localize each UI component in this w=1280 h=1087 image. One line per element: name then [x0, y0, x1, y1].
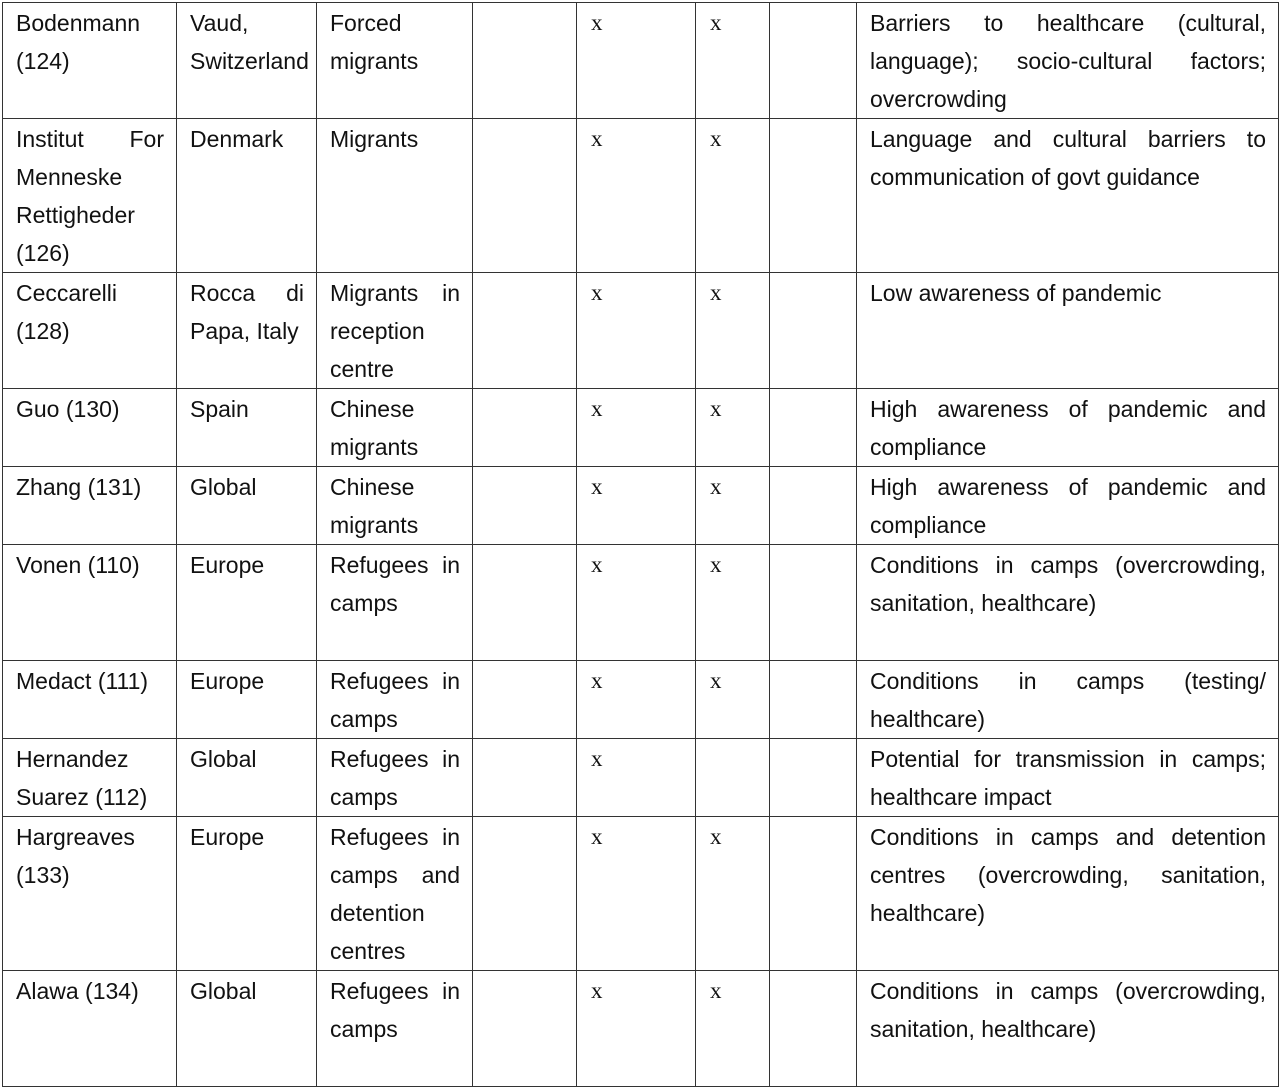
study-cell: Guo (130): [3, 389, 177, 467]
mark-a-cell: x: [577, 817, 696, 971]
location-cell: Europe: [177, 817, 317, 971]
findings-cell: Conditions in camps (overcrowding, sanitation, healthcare): [857, 971, 1279, 1087]
mark-a-cell: x: [577, 3, 696, 119]
study-cell: Vonen (110): [3, 545, 177, 661]
location-cell: Spain: [177, 389, 317, 467]
findings-cell: Conditions in camps (overcrowding, sanitation, healthcare): [857, 545, 1279, 661]
study-cell: Hernandez Suarez (112): [3, 739, 177, 817]
population-cell: Migrants in reception centre: [317, 273, 473, 389]
table-row: [3, 661, 1279, 739]
empty-cell: [473, 545, 577, 661]
study-cell: Medact (111): [3, 661, 177, 739]
mark-a-cell: x: [577, 739, 696, 817]
empty-cell: [473, 3, 577, 119]
findings-cell: High awareness of pandemic and compliance: [857, 467, 1279, 545]
findings-cell: Low awareness of pandemic: [857, 273, 1279, 389]
location-cell: Global: [177, 467, 317, 545]
mark-a-cell: x: [577, 119, 696, 273]
mark-b-cell: x: [696, 467, 770, 545]
mark-b-cell: x: [696, 119, 770, 273]
mark-b-cell: x: [696, 817, 770, 971]
mark-a-cell: x: [577, 661, 696, 739]
table-row: [3, 545, 1279, 661]
mark-b-cell: x: [696, 3, 770, 119]
findings-cell: Barriers to healthcare (cultural, language); socio-cultural factors; overcrowding: [857, 3, 1279, 119]
table-row: [3, 3, 1279, 119]
empty-cell: [473, 971, 577, 1087]
findings-cell: Potential for transmission in camps; healthcare impact: [857, 739, 1279, 817]
mark-b-cell: x: [696, 545, 770, 661]
table-body: [3, 3, 1279, 1087]
mark-a-cell: x: [577, 273, 696, 389]
population-cell: Forced migrants: [317, 3, 473, 119]
location-cell: Global: [177, 739, 317, 817]
table-row: [3, 119, 1279, 273]
table-row: [3, 739, 1279, 817]
empty-cell: [770, 739, 857, 817]
study-cell: Bodenmann (124): [3, 3, 177, 119]
empty-cell: [473, 661, 577, 739]
population-cell: Refugees in camps and detention centres: [317, 817, 473, 971]
mark-b-cell: x: [696, 273, 770, 389]
mark-a-cell: x: [577, 545, 696, 661]
population-cell: Chinese migrants: [317, 389, 473, 467]
location-cell: Europe: [177, 661, 317, 739]
table-row: [3, 971, 1279, 1087]
location-cell: Denmark: [177, 119, 317, 273]
study-cell: Hargreaves (133): [3, 817, 177, 971]
findings-cell: High awareness of pandemic and compliance: [857, 389, 1279, 467]
location-cell: Rocca di Papa, Italy: [177, 273, 317, 389]
table-row: [3, 389, 1279, 467]
findings-cell: Conditions in camps (testing/ healthcare): [857, 661, 1279, 739]
evidence-table: [2, 2, 1279, 1087]
mark-b-cell: x: [696, 661, 770, 739]
empty-cell: [770, 467, 857, 545]
empty-cell: [770, 817, 857, 971]
empty-cell: [770, 545, 857, 661]
empty-cell: [770, 273, 857, 389]
study-cell: Alawa (134): [3, 971, 177, 1087]
location-cell: Global: [177, 971, 317, 1087]
population-cell: Refugees in camps: [317, 545, 473, 661]
study-cell: Institut For Menneske Rettigheder (126): [3, 119, 177, 273]
mark-a-cell: x: [577, 389, 696, 467]
population-cell: Refugees in camps: [317, 739, 473, 817]
population-cell: Migrants: [317, 119, 473, 273]
empty-cell: [473, 389, 577, 467]
table-row: [3, 273, 1279, 389]
empty-cell: [473, 273, 577, 389]
empty-cell: [473, 817, 577, 971]
location-cell: Europe: [177, 545, 317, 661]
empty-cell: [473, 739, 577, 817]
empty-cell: [770, 661, 857, 739]
empty-cell: [770, 3, 857, 119]
mark-a-cell: x: [577, 971, 696, 1087]
empty-cell: [770, 971, 857, 1087]
empty-cell: [473, 467, 577, 545]
population-cell: Refugees in camps: [317, 971, 473, 1087]
study-cell: Ceccarelli (128): [3, 273, 177, 389]
location-cell: Vaud, Switzerland: [177, 3, 317, 119]
mark-b-cell: x: [696, 971, 770, 1087]
empty-cell: [770, 389, 857, 467]
table-row: [3, 817, 1279, 971]
study-cell: Zhang (131): [3, 467, 177, 545]
table-row: [3, 467, 1279, 545]
population-cell: Refugees in camps: [317, 661, 473, 739]
mark-b-cell: x: [696, 389, 770, 467]
mark-b-cell: [696, 739, 770, 817]
empty-cell: [473, 119, 577, 273]
findings-cell: Language and cultural barriers to communication of govt guidance: [857, 119, 1279, 273]
mark-a-cell: x: [577, 467, 696, 545]
empty-cell: [770, 119, 857, 273]
findings-cell: Conditions in camps and detention centres (overcrowding, sanitation, healthcare): [857, 817, 1279, 971]
population-cell: Chinese migrants: [317, 467, 473, 545]
